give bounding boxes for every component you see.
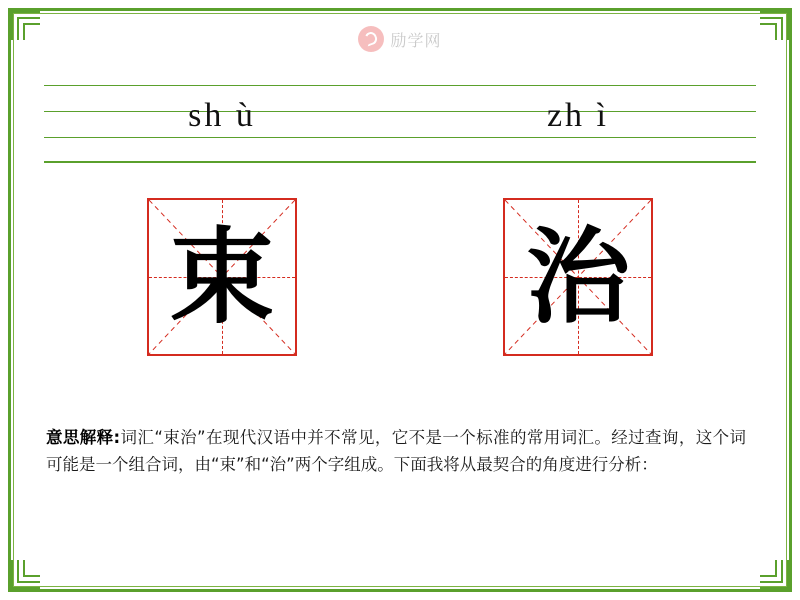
flame-circle-icon <box>358 26 384 52</box>
watermark-label: 励学网 <box>390 32 442 50</box>
tianzige-box-2 <box>503 198 653 356</box>
character-glyph-1: 束 <box>169 216 274 338</box>
character-grid-row <box>44 198 756 360</box>
corner-ornament-bottom-left <box>10 560 40 590</box>
tianzige-box-1 <box>147 198 297 356</box>
explanation-label: 意思解释: <box>46 428 121 447</box>
explanation-paragraph <box>46 424 746 478</box>
corner-ornament-bottom-right <box>760 560 790 590</box>
pinyin-cell-1: sh ù <box>188 96 256 134</box>
staff-line-1 <box>44 85 756 86</box>
character-cell-1 <box>44 198 400 360</box>
explanation-body: 词汇“束治”在现代汉语中并不常见，它不是一个标准的常用词汇。经过查询，这个词可能是一个组合词，由“束”和“治”两个字组成。下面我将从最契合的角度进行分析： <box>46 428 746 474</box>
pinyin-cell-2: zh ì <box>546 96 610 134</box>
pinyin-row <box>44 88 756 143</box>
staff-line-4 <box>44 161 756 163</box>
character-cell-2 <box>400 198 756 360</box>
character-glyph-2: 治 <box>525 216 630 338</box>
site-watermark <box>0 22 800 56</box>
